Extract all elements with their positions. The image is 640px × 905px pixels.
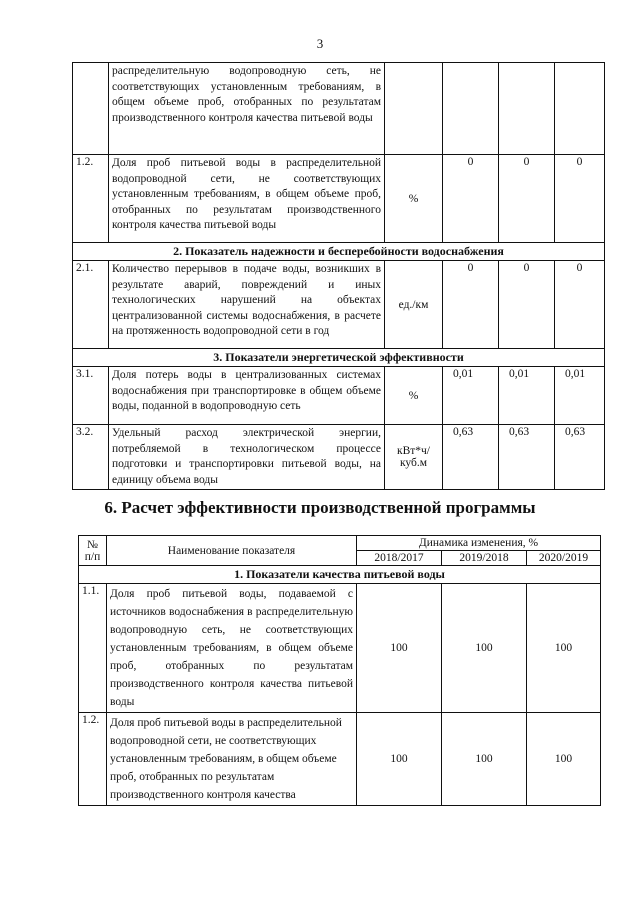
row-number: 1.2. bbox=[73, 155, 109, 243]
header-year: 2019/2018 bbox=[442, 551, 527, 566]
indicator-description: Удельный расход электрической энергии, потребляемой в технологическом процессе подготовки и транспортировки питьевой воды, на единицу объема воды bbox=[109, 425, 385, 490]
section-title: 2. Показатель надежности и бесперебойности водоснабжения bbox=[73, 243, 605, 261]
table-row bbox=[79, 584, 601, 713]
value-cell: 0 bbox=[443, 261, 499, 349]
row-number: 1.2. bbox=[79, 713, 107, 806]
value-cell: 0 bbox=[555, 261, 605, 349]
value-cell: 100 bbox=[527, 713, 601, 806]
value-cell bbox=[499, 63, 555, 155]
value-cell: 100 bbox=[527, 584, 601, 713]
value-cell: 0,01 bbox=[555, 367, 605, 425]
section-title: 1. Показатели качества питьевой воды bbox=[79, 566, 601, 584]
value-cell: 100 bbox=[357, 713, 442, 806]
value-cell: 0 bbox=[499, 155, 555, 243]
value-cell bbox=[443, 63, 499, 155]
table-row bbox=[79, 713, 601, 806]
value-cell: 0 bbox=[555, 155, 605, 243]
page-number: 3 bbox=[316, 36, 324, 51]
value-cell: 0,63 bbox=[499, 425, 555, 490]
indicator-description: Количество перерывов в подаче воды, возникших в результате аварий, повреждений и иных технологических нарушений на объектах централизованной системы водоснабжения, в расчете на протяженность водопроводной сети в год bbox=[109, 261, 385, 349]
row-number: 2.1. bbox=[73, 261, 109, 349]
indicator-description: Доля проб питьевой воды в распределительной водопроводной сети, не соответствующих установленным требованиям, в общем объеме проб, отобранных по результатам производственного контроля качества bbox=[107, 713, 357, 806]
header-year: 2020/2019 bbox=[527, 551, 601, 566]
header-dynamics: Динамика изменения, % bbox=[357, 536, 601, 551]
header-name: Наименование показателя bbox=[107, 536, 357, 566]
value-cell: 0 bbox=[443, 155, 499, 243]
value-cell: 100 bbox=[442, 713, 527, 806]
indicators-table bbox=[72, 62, 605, 490]
table-row bbox=[73, 425, 605, 490]
header-year: 2018/2017 bbox=[357, 551, 442, 566]
row-number: 3.2. bbox=[73, 425, 109, 490]
section-heading: 6. Расчет эффективности производственной программы bbox=[104, 498, 536, 517]
header-num: № п/п bbox=[79, 536, 107, 566]
value-cell: 100 bbox=[357, 584, 442, 713]
table-row bbox=[73, 261, 605, 349]
row-number bbox=[73, 63, 109, 155]
row-number: 3.1. bbox=[73, 367, 109, 425]
value-cell: 0 bbox=[499, 261, 555, 349]
row-number: 1.1. bbox=[79, 584, 107, 713]
value-cell: 0,01 bbox=[443, 367, 499, 425]
section-title: 3. Показатели энергетической эффективности bbox=[73, 349, 605, 367]
table-row bbox=[73, 155, 605, 243]
indicator-description: распределительную водопроводную сеть, не соответствующих установленным требованиям, в общем объеме проб, отобранных по результатам производственного контроля качества питьевой воды bbox=[109, 63, 385, 155]
table-row bbox=[73, 367, 605, 425]
indicator-unit bbox=[385, 63, 443, 155]
indicator-unit: % bbox=[385, 155, 443, 243]
indicator-unit: % bbox=[385, 367, 443, 425]
indicator-description: Доля проб питьевой воды в распределительной водопроводной сети, не соответствующих установленным требованиям, в общем объеме проб, отобранных по результатам производственного контроля качества питьевой воды bbox=[109, 155, 385, 243]
indicator-description: Доля проб питьевой воды, подаваемой с источников водоснабжения в распределительную водопроводную сеть, не соответствующих установленным требованиям, в общем объеме проб, отобранных по результатам производственного контроля качества питьевой воды bbox=[107, 584, 357, 713]
header-row bbox=[79, 536, 601, 551]
section-row bbox=[79, 566, 601, 584]
table-row bbox=[73, 63, 605, 155]
value-cell: 100 bbox=[442, 584, 527, 713]
indicator-description: Доля потерь воды в централизованных системах водоснабжения при транспортировке в общем объеме воды, поданной в водопроводную сеть bbox=[109, 367, 385, 425]
value-cell: 0,63 bbox=[555, 425, 605, 490]
section-row bbox=[73, 349, 605, 367]
indicator-unit: ед./км bbox=[385, 261, 443, 349]
indicator-unit: кВт*ч/ куб.м bbox=[385, 425, 443, 490]
efficiency-table bbox=[78, 535, 601, 806]
value-cell: 0,01 bbox=[499, 367, 555, 425]
section-row bbox=[73, 243, 605, 261]
value-cell: 0,63 bbox=[443, 425, 499, 490]
value-cell bbox=[555, 63, 605, 155]
